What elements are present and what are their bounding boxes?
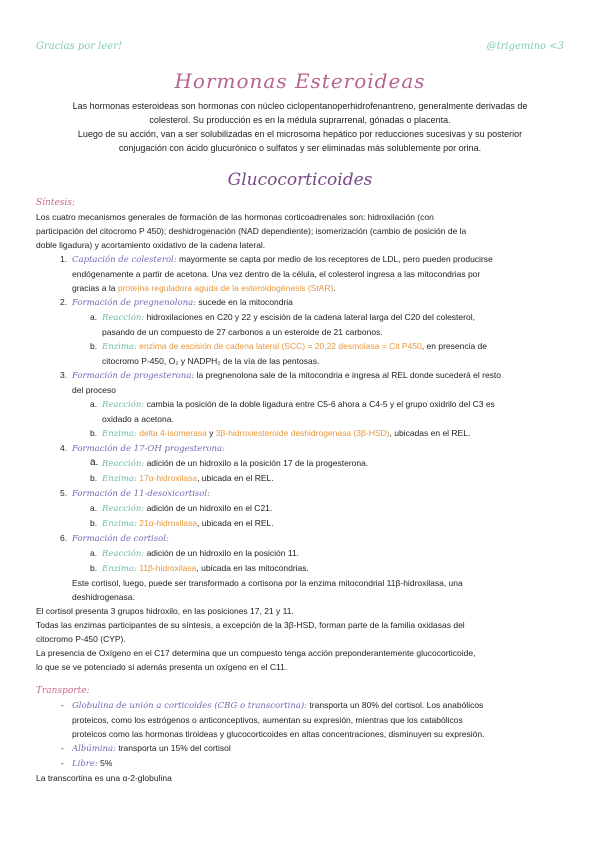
synthesis-heading: Síntesis:	[36, 198, 75, 208]
step-label: Formación de progesterona:	[72, 371, 195, 381]
step-3b	[36, 426, 566, 441]
synthesis-intro-line: participación del citocromo P 450); deshidrogenación (NAD dependiente); isomerización (cambio de posición de la	[36, 226, 467, 236]
paragraph: lo que se ve potenciado si además presenta un oxígeno en el C11.	[36, 662, 288, 672]
substep-text: pasando de un compuesto de 27 carbonos a un esteroide de 21 carbonos.	[102, 327, 383, 337]
step-number: 4.	[60, 443, 68, 453]
reaction-label: Reacción:	[102, 549, 145, 559]
substep-letter: a.	[90, 399, 98, 409]
reaction-label: Reacción:	[102, 313, 145, 323]
substep-letter: b.	[90, 563, 98, 573]
note-text	[72, 576, 566, 590]
intro-line: conjugación con ácido glucurónico o sulfatos y ser eliminadas más solublemente por orina.	[118, 143, 482, 153]
enzyme-label: Enzima:	[102, 429, 137, 439]
step-label: Formación de cortisol:	[72, 534, 169, 544]
enzyme-name: 21α-hidroxilasa	[136, 518, 198, 528]
substep-text: adición de un hidroxilo en el C21.	[144, 503, 273, 513]
transport-item-libre	[36, 756, 566, 771]
bullet-dash: -	[61, 758, 64, 768]
transport-label: Globulina de unión a corticoides (CBG o transcortina):	[72, 701, 308, 711]
substep-letter: b.	[90, 341, 98, 351]
substep-text: hidroxilaciones en C20 y 22 y escisión de la cadena lateral larga del C20 del colesterol,	[144, 312, 475, 322]
step-5a	[36, 501, 566, 516]
substep-text: adición de un hidroxilo en la posición 11.	[144, 548, 300, 558]
substep-letter: a.	[90, 548, 98, 558]
step-text: sucede en la mitocondria	[196, 297, 293, 307]
step-text: mayormente se capta por medio de los receptores de LDL, pero pueden producirse	[176, 254, 493, 264]
step-3	[36, 368, 566, 397]
step-label: Formación de 11-desoxicortisol:	[72, 489, 210, 499]
step-number: 6.	[60, 533, 68, 543]
step-5b	[36, 516, 566, 531]
step-number: 3.	[60, 370, 68, 380]
intro-paragraph	[36, 99, 564, 155]
step-4	[36, 441, 566, 456]
substep-text: y	[206, 428, 216, 438]
header-left-note: Gracias por leer!	[36, 41, 123, 52]
enzyme-label: Enzima:	[102, 519, 137, 529]
transport-text: transporta un 80% del cortisol. Los anabólicos	[307, 700, 484, 710]
step-number: 2.	[60, 297, 68, 307]
transport-text: proteicos como las hormonas tiroideas y glucocorticoides en altas concentraciones, disminuyen su expresión.	[72, 729, 485, 739]
step-6a	[36, 546, 566, 561]
reaction-label: Reacción:	[102, 504, 145, 514]
step-6-note	[36, 576, 566, 604]
step-6	[36, 531, 566, 546]
enzyme-name: delta 4-isomerasa	[136, 428, 207, 438]
page-title: Hormonas Esteroideas	[174, 69, 426, 93]
substep-text: , en presencia de	[421, 341, 488, 351]
paragraph: La transcortina es una α-2-globulina	[36, 773, 172, 783]
substep-letter: b.	[90, 428, 98, 438]
enzyme-name: 11β-hidroxilasa	[136, 563, 197, 573]
paragraph: citocromo P-450 (CYP).	[36, 634, 126, 644]
substep-letter: a.	[90, 503, 98, 513]
transport-item-cbg	[36, 698, 566, 741]
step-6b	[36, 561, 566, 576]
step-label: Captación de colesterol:	[72, 255, 177, 265]
step-2	[36, 295, 566, 310]
step-label: Formación de pregnenolona:	[72, 298, 197, 308]
substep-letter: a.	[90, 312, 98, 322]
reaction-label: Reacción:	[102, 459, 145, 469]
synthesis-intro-line: Los cuatro mecanismos generales de formación de las hormonas corticoadrenales son: hidroxilación (con	[36, 212, 434, 222]
synthesis-intro-line: doble ligadura) y acortamiento oxidativo de la cadena lateral.	[36, 240, 266, 250]
step-text: la pregnenolona sale de la mitocondria e ingresa al REL donde sucederá el resto	[194, 370, 502, 380]
step-3a	[36, 397, 566, 426]
intro-line: Las hormonas esteroideas son hormonas con núcleo ciclopentanoperhidrofenantreno, generalmente derivadas de	[72, 101, 528, 111]
transport-label: Albúmina:	[72, 744, 116, 754]
step-label: Formación de 17-OH progesterona:	[72, 444, 225, 454]
enzyme-name: 3β-hidroxiesteroide deshidrogenasa (3β-HSD)	[215, 428, 390, 438]
transport-label: Libre:	[72, 759, 98, 769]
paragraph: Todas las enzimas participantes de su síntesis, a excepción de la 3β-HSD, forman parte de la familia oxidasas del	[36, 620, 465, 630]
enzyme-label: Enzima:	[102, 342, 137, 352]
step-4a	[36, 456, 566, 471]
step-1	[36, 252, 566, 295]
intro-line: Luego de su acción, van a ser solubilizadas en el microsoma hepático por reducciones sucesivas y su posterior	[77, 129, 523, 139]
substep-letter: b.	[90, 518, 98, 528]
protein-name: proteína reguladora aguda de la esteroidogénesis (StAR)	[117, 283, 334, 293]
step-text: .	[333, 283, 336, 293]
substep-letter: a.	[90, 457, 99, 468]
header-right-note: @trigemino <3	[486, 41, 564, 52]
step-5	[36, 486, 566, 501]
step-text: gracias a la	[72, 283, 118, 293]
substep-text: citocromo P-450, O₂ y NADPH₂ de la vía de las pentosas.	[102, 356, 320, 366]
substep-text: , ubicadas en el REL.	[389, 428, 471, 438]
document-body	[36, 196, 566, 785]
substep-letter: b.	[90, 473, 98, 483]
transport-heading: Transporte:	[36, 686, 90, 696]
enzyme-label: Enzima:	[102, 474, 137, 484]
bullet-dash: -	[61, 743, 64, 753]
bullet-dash: -	[61, 700, 64, 710]
step-number: 1.	[60, 254, 68, 264]
step-text: endógenamente a partir de acetona. Una vez dentro de la célula, el colesterol ingresa a las mitocondrias por	[72, 269, 481, 279]
step-2a	[36, 310, 566, 339]
substep-text: , ubicada en el REL.	[197, 473, 274, 483]
section-title: Glucocorticoides	[227, 170, 373, 190]
paragraph: La presencia de Oxígeno en el C17 determina que un compuesto tenga acción preponderantemente glucocorticoide,	[36, 648, 476, 658]
reaction-label: Reacción:	[102, 400, 145, 410]
paragraph: El cortisol presenta 3 grupos hidroxilo, en las posiciones 17, 21 y 11.	[36, 606, 294, 616]
intro-line: colesterol. Su producción es en la médula suprarrenal, gónadas o placenta.	[149, 115, 451, 125]
step-2b	[36, 339, 566, 368]
note-line: deshidrogenasa.	[72, 592, 135, 602]
transport-item-albumina	[36, 741, 566, 756]
substep-text: , ubicada en el REL.	[197, 518, 274, 528]
substep-text: adición de un hidroxilo a la posición 17 de la progesterona.	[144, 458, 369, 468]
step-4b	[36, 471, 566, 486]
enzyme-name: 17α-hidroxilasa	[136, 473, 198, 483]
step-text: del proceso	[72, 385, 116, 395]
transport-text: transporta un 15% del cortisol	[115, 743, 231, 753]
substep-text: oxidado a acetona.	[102, 414, 174, 424]
enzyme-name: enzima de escisión de cadena lateral (SCC) = 20,22 desmolasa = Cit P450	[136, 341, 422, 351]
enzyme-label: Enzima:	[102, 564, 137, 574]
transport-text: 5%	[97, 758, 113, 768]
substep-text: cambia la posición de la doble ligadura entre C5-6 ahora a C4-5 y el grupo oxidrilo del C3 es	[144, 399, 495, 409]
step-number: 5.	[60, 488, 68, 498]
note-line: Este cortisol, luego, puede ser transformado a cortisona por la enzima mitocondrial 11β-hidroxilasa, una	[72, 578, 463, 588]
substep-text: , ubicada en las mitocondrias.	[196, 563, 309, 573]
transport-text: proteicos, como los estrógenos o anticonceptivos, aumentan su expresión, mientras que los catabólicos	[72, 715, 463, 725]
